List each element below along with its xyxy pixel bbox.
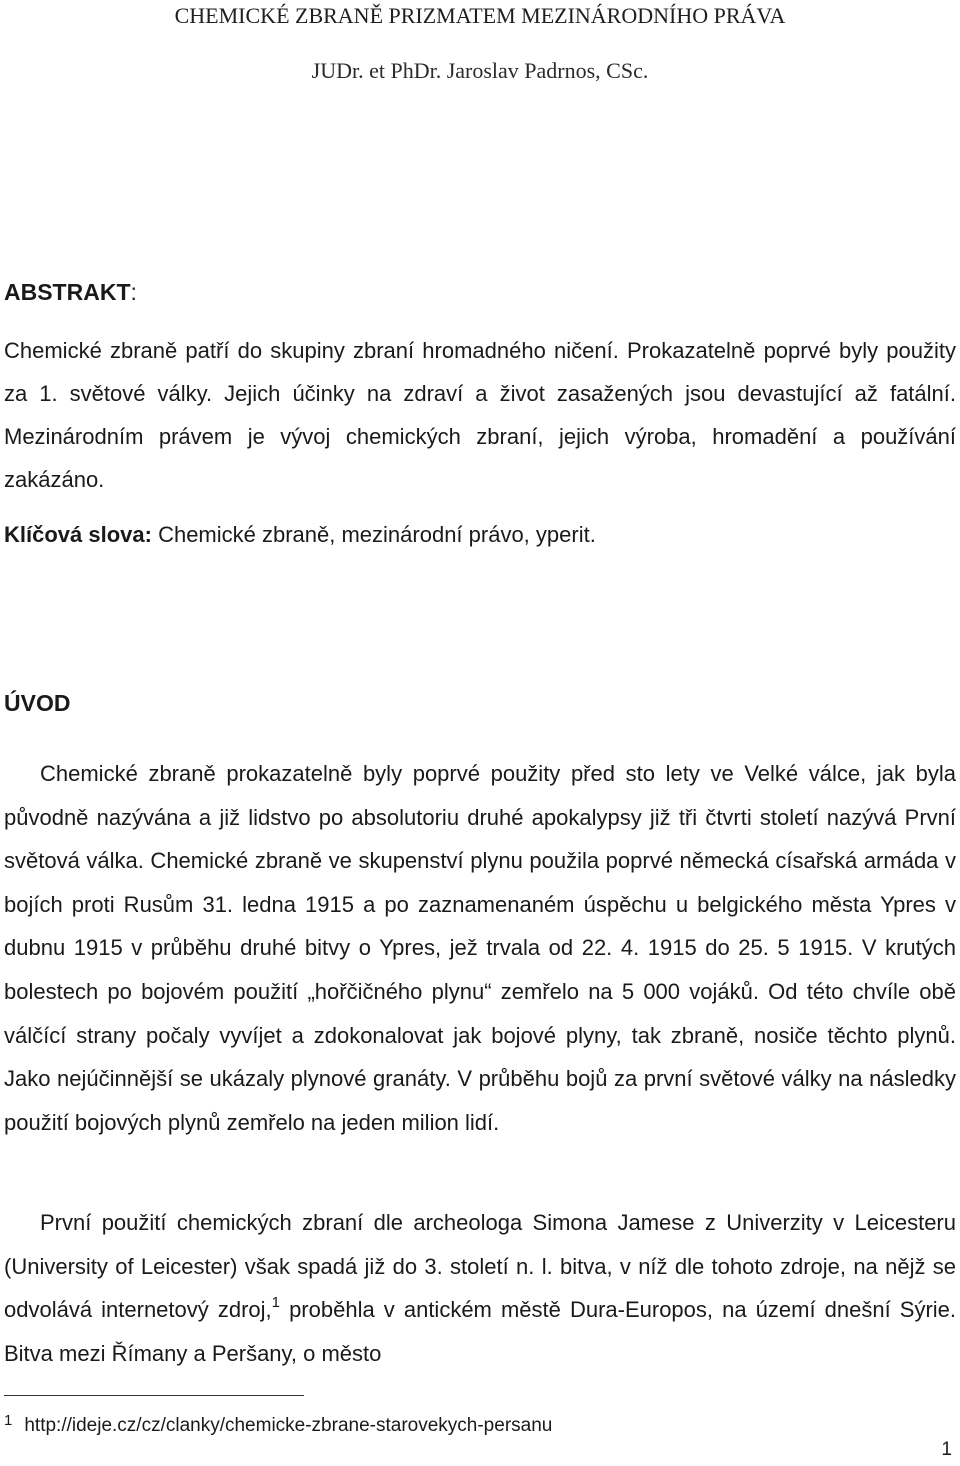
intro-paragraph-2-text-b: proběhla v antickém městě Dura-Europos, na území dnešní Sýrie. Bitva mezi Římany a Peršany, o město — [4, 1297, 957, 1366]
footnote — [4, 1413, 552, 1440]
intro-paragraph-2 — [4, 1201, 956, 1375]
keywords-values: Chemické zbraně, mezinárodní právo, yperit. — [151, 522, 596, 547]
author-line: JUDr. et PhDr. Jaroslav Padrnos, CSc. — [311, 58, 649, 83]
intro-paragraph-2-text-a: První použití chemických zbraní dle archeologa Simona Jamese z Univerzity v Leicesteru (University of Leicester) však spadá již do 3. století n. l. bitva, v níž dle tohoto zdroje, na nějž se odvolává internetový zdroj, — [4, 1210, 956, 1323]
abstract-text: Chemické zbraně patří do skupiny zbraní hromadného ničení. Prokazatelně poprvé byly použity za 1. světové války. Jejich účinky na zdraví a život zasažených jsou devastující až fatální. Mezinárodním právem je vývoj chemických zbraní, jejich výroba, hromadění a používání zakázáno. — [4, 338, 956, 492]
document-title: CHEMICKÉ ZBRANĚ PRIZMATEM MEZINÁRODNÍHO PRÁVA — [174, 3, 786, 28]
section-heading-intro: ÚVOD — [4, 690, 71, 716]
keywords-label: Klíčová slova: — [4, 522, 152, 547]
page-number: 1 — [941, 1439, 952, 1460]
footnote-number: 1 — [4, 1412, 13, 1429]
abstract-heading — [4, 277, 137, 307]
intro-paragraph-1 — [4, 752, 956, 1144]
keywords-line — [4, 520, 596, 550]
footnote-divider — [4, 1395, 304, 1396]
footnote-link[interactable]: http://ideje.cz/cz/clanky/chemicke-zbrane-starovekych-persanu — [24, 1415, 553, 1436]
intro-paragraph-1-text: Chemické zbraně prokazatelně byly poprvé použity před sto lety ve Velké válce, jak byla původně nazývána a již lidstvo po absolutoriu druhé apokalypsy již tři čtvrti století nazývá První světová válka. Chemické zbraně ve skupenství plynu použila poprvé německá císařská armáda v bojích proti Rusům 31. ledna 1915 a po zaznamenaném úspěchu u belgického města Ypres v dubnu 1915 v průběhu druhé bitvy o Ypres, jež trvala od 22. 4. 1915 do 25. 5 1915. V krutých bolestech po bojovém použití „hořčičného plynu“ zemřelo na 5 000 vojáků. Od této chvíle obě válčící strany počaly vyvíjet a zdokonalovat jak bojové plyny, tak zbraně, nosiče těchto plynů. Jako nejúčinnější se ukázaly plynové granáty. V průběhu bojů za první světové války na následky použití bojových plynů zemřelo na jeden milion lidí. — [4, 761, 956, 1135]
abstract-heading-colon: : — [130, 279, 137, 305]
abstract-heading-label: ABSTRAKT — [4, 279, 131, 305]
footnote-reference[interactable]: 1 — [271, 1293, 280, 1311]
